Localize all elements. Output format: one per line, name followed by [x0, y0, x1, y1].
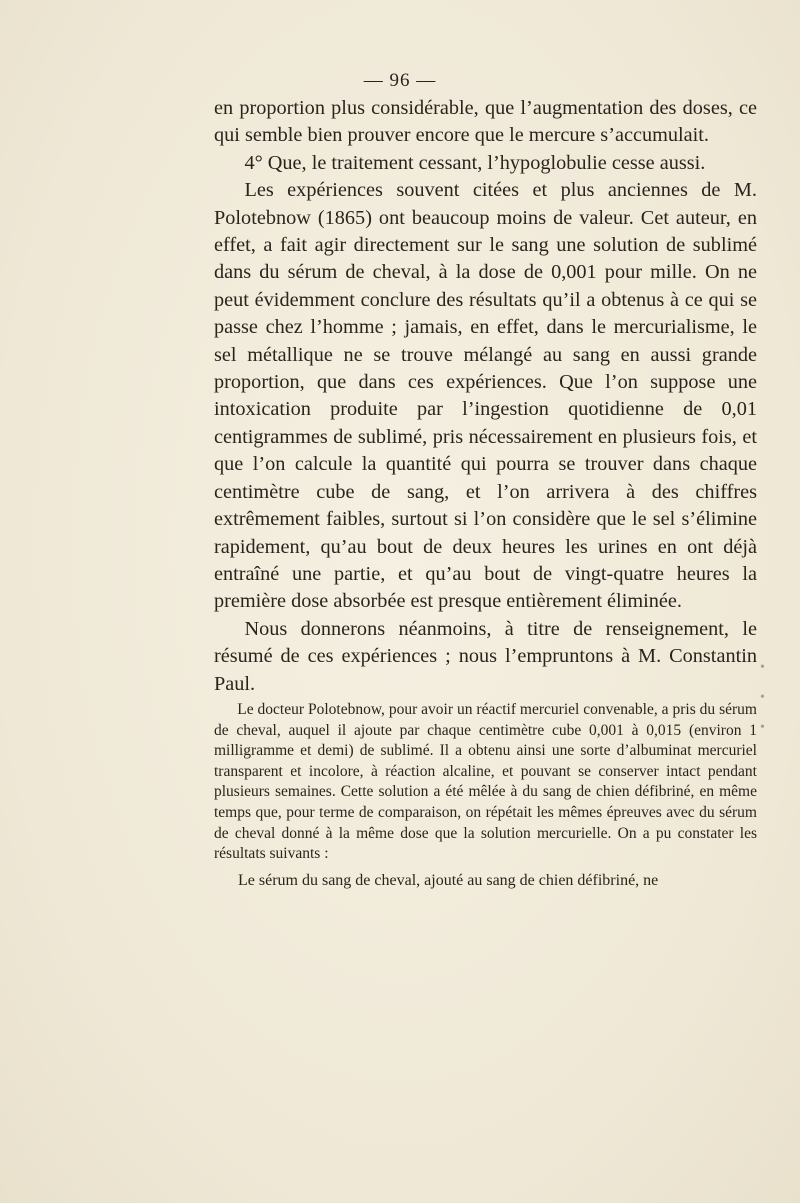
page-number: — 96 — — [363, 70, 437, 91]
margin-mark: • — [760, 720, 765, 735]
paragraph-4: Nous donnerons néanmoins, à titre de renseignement, le résumé de ces expériences ; nous l’empruntons à M. Constantin Paul. — [214, 617, 757, 695]
margin-mark: • — [760, 660, 765, 675]
paragraph-6: Le sérum du sang de cheval, ajouté au sang de chien défibriné, ne — [238, 871, 659, 889]
paragraph-1: en proportion plus considérable, que l’augmentation des doses, ce qui semble bien prouver encore que le mercure s’accumulait. — [214, 97, 757, 147]
paragraph-5: Le docteur Polotebnow, pour avoir un réactif mercuriel convenable, a pris du sérum de cheval, auquel il ajoute par chaque centimètre cube 0,001 à 0,015 (environ 1 milligramme et demi) de sublimé. Il a obtenu ainsi une sorte d’albuminat mercuriel transparent et incolore, à réaction alcaline, et pouvant se conserver intact pendant plusieurs semaines. Cette solution a été mêlée à du sang de chien défibriné, en même temps que, pour terme de comparaison, on répétait les mêmes épreuves avec du sérum de cheval donné à la même dose que la solution mercurielle. On a pu constater les résultats suivants : — [214, 700, 757, 863]
body-text — [214, 95, 757, 891]
margin-mark: • — [760, 690, 765, 705]
paragraph-3: Les expériences souvent citées et plus anciennes de M. Polotebnow (1865) ont beaucoup moins de valeur. Cet auteur, en effet, a fait agir directement sur le sang une solution de sublimé dans du sérum de cheval, à la dose de 0,001 pour mille. On ne peut évidemment conclure des résultats qu’il a obtenus à ce qui se passe chez l’homme ; jamais, en effet, dans le mercurialisme, le sel métallique ne se trouve mélangé au sang en aussi grande proportion, que dans ces expériences. Que l’on suppose une intoxication produite par l’ingestion quotidienne de 0,01 centigrammes de sublimé, pris nécessairement en plusieurs fois, et que l’on calcule la quantité qui pourra se trouver dans chaque centimètre cube de sang, et l’on arrivera à des chiffres extrêmement faibles, surtout si l’on considère que le sel s’élimine rapidement, qu’au bout de deux heures les urines en ont déjà entraîné une partie, et qu’au bout de vingt-quatre heures la première dose absorbée est presque entièrement éliminée. — [214, 179, 757, 613]
paragraph-2: 4° Que, le traitement cessant, l’hypoglobulie cesse aussi. — [244, 151, 706, 174]
